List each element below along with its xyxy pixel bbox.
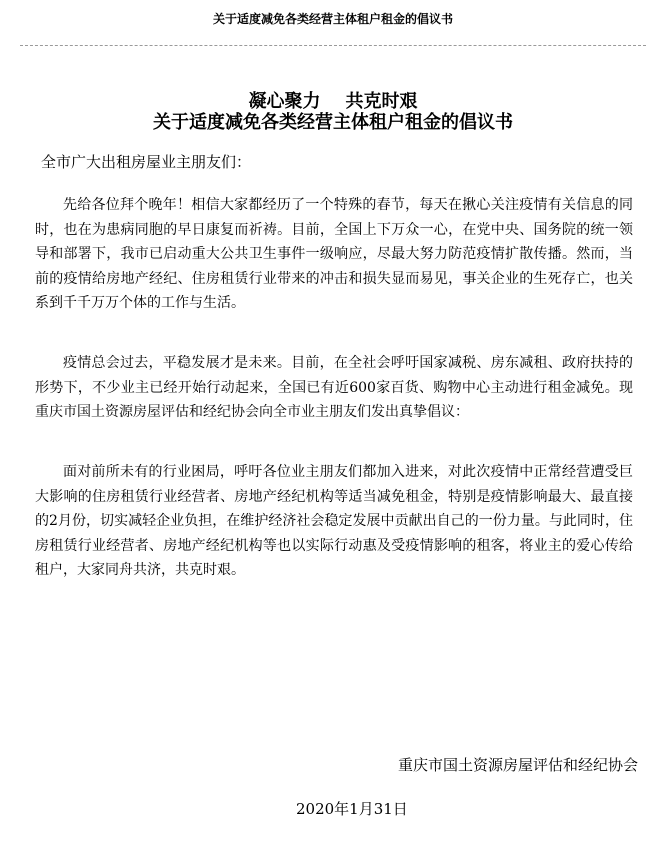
page-header-title: 关于适度减免各类经营主体租户租金的倡议书	[212, 12, 453, 26]
paragraph-1: 先给各位拜个晚年！相信大家都经历了一个特殊的春节，每天在揪心关注疫情有关信息的同时，也在为患病同胞的早日康复而祈祷。目前，全国上下万众一心，在党中央、国务院的统一领导和部署下，我市已启动重大公共卫生事件一级响应，尽最大努力防范疫情扩散传播。然而，当前的疫情给房地产经纪、住房租赁行业带来的冲击和损失显而易见，事关企业的生死存亡，也关系到千千万万个体的工作与生活。	[35, 197, 633, 312]
paragraph-2: 疫情总会过去，平稳发展才是未来。目前，在全社会呼吁国家减税、房东减租、政府扶持的形势下，不少业主已经开始行动起来，全国已有近600家百货、购物中心主动进行租金减免。现重庆市国土资源房屋评估和经纪协会向全市业主朋友们发出真挚倡议：	[35, 355, 633, 421]
salutation: 全市广大出租房屋业主朋友们：	[41, 153, 252, 171]
signature-organization: 重庆市国土资源房屋评估和经纪协会	[397, 756, 638, 774]
header-divider	[20, 45, 646, 46]
paragraph-3: 面对前所未有的行业困局，呼吁各位业主朋友们都加入进来，对此次疫情中正常经营遭受巨大影响的住房租赁行业经营者、房地产经纪机构等适当减免租金，特别是疫情影响最大、最直接的2月份，切实减轻企业负担，在维护经济社会稳定发展中贡献出自己的一份力量。与此同时，住房租赁行业经营者、房地产经纪机构等也以实际行动惠及受疫情影响的租客，将业主的爱心传给租户，大家同舟共济，共克时艰。	[35, 464, 633, 579]
signature-date: 2020年1月31日	[296, 800, 408, 818]
document-title-line1: 凝心聚力 共克时艰	[248, 91, 418, 112]
document-title-line2: 关于适度减免各类经营主体租户租金的倡议书	[153, 112, 513, 133]
